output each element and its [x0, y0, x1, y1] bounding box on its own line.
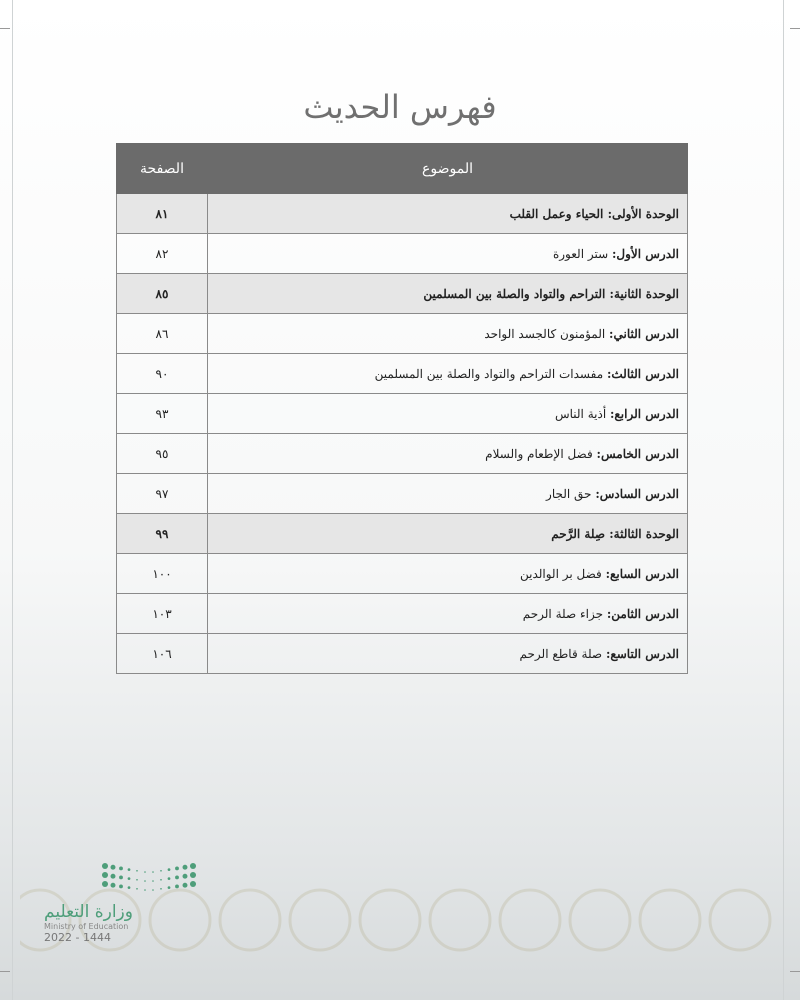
lesson-row — [117, 354, 688, 394]
topic-cell — [208, 314, 688, 354]
logo-arabic: وزارة التعليم — [44, 902, 133, 922]
lesson-row — [117, 234, 688, 274]
logo-dot — [102, 881, 108, 887]
logo-dot — [183, 865, 188, 870]
topic-cell — [208, 194, 688, 234]
ornament-ring — [500, 890, 560, 950]
page-number: ٨٥ — [117, 274, 208, 314]
logo-dot — [119, 875, 123, 879]
topic-cell — [208, 554, 688, 594]
unit-row — [117, 514, 688, 554]
topic-cell — [208, 274, 688, 314]
row-title: جزاء صلة الرحم — [522, 606, 603, 621]
topic-cell — [208, 634, 688, 674]
ornament-ring — [710, 890, 770, 950]
row-label: الوحدة الثالثة: — [609, 526, 679, 541]
logo-dot — [152, 880, 154, 882]
row-title: صلة قاطع الرحم — [519, 646, 603, 661]
lesson-row — [117, 314, 688, 354]
logo-year: 2022 - 1444 — [44, 931, 111, 944]
header-page: الصفحة — [117, 144, 208, 194]
logo-dot — [152, 889, 154, 891]
logo-dot — [168, 877, 171, 880]
unit-row — [117, 274, 688, 314]
topic-cell — [208, 434, 688, 474]
logo-dot — [190, 863, 196, 869]
logo-english: Ministry of Education — [44, 922, 129, 931]
row-label: الدرس الثاني: — [609, 326, 679, 341]
crop-mark — [0, 28, 10, 29]
lesson-row — [117, 634, 688, 674]
topic-cell — [208, 514, 688, 554]
page-number: ٩٥ — [117, 434, 208, 474]
page-number: ٩٧ — [117, 474, 208, 514]
page-number: ٩٣ — [117, 394, 208, 434]
row-label: الدرس السادس: — [595, 486, 679, 501]
row-title: فضل بر الوالدين — [519, 566, 602, 581]
logo-dot — [136, 879, 138, 881]
logo-dot — [144, 880, 146, 882]
row-label: الدرس الثالث: — [606, 366, 679, 381]
index-table — [116, 143, 688, 674]
page-frame-right — [783, 0, 784, 1000]
logo-dot — [190, 872, 196, 878]
lesson-row — [117, 434, 688, 474]
logo-dot — [136, 888, 138, 890]
row-title: صِلة الرَّحم — [551, 526, 606, 541]
logo-dot — [111, 865, 116, 870]
page-number: ٩٩ — [117, 514, 208, 554]
logo-dot — [128, 886, 131, 889]
lesson-row — [117, 594, 688, 634]
row-title: المؤمنون كالجسد الواحد — [484, 326, 606, 341]
ornament-ring — [640, 890, 700, 950]
ornament-ring — [570, 890, 630, 950]
logo-dot — [175, 866, 179, 870]
page-number: ١٠٠ — [117, 554, 208, 594]
page-number: ٨٦ — [117, 314, 208, 354]
logo-dot — [128, 877, 131, 880]
logo-dot — [102, 872, 108, 878]
ornament-ring — [220, 890, 280, 950]
crop-mark — [790, 28, 800, 29]
page-number: ٨٢ — [117, 234, 208, 274]
page-title: فهرس الحديث — [303, 88, 497, 126]
logo-dot — [160, 870, 162, 872]
logo-dot — [111, 883, 116, 888]
logo-dot — [102, 863, 108, 869]
row-label: الدرس الرابع: — [609, 406, 679, 421]
logo-dot — [160, 879, 162, 881]
logo-dot — [111, 874, 116, 879]
logo-dot — [183, 883, 188, 888]
logo-dot — [119, 884, 123, 888]
topic-cell — [208, 594, 688, 634]
logo-dot — [136, 870, 138, 872]
logo-dot — [175, 884, 179, 888]
crop-mark — [790, 971, 800, 972]
ornament-ring — [290, 890, 350, 950]
crop-mark — [0, 971, 10, 972]
logo-dot — [144, 889, 146, 891]
topic-cell — [208, 234, 688, 274]
row-title: مفسدات التراحم والتواد والصلة بين المسلمين — [374, 366, 604, 381]
logo-dot — [128, 868, 131, 871]
logo-dot — [168, 886, 171, 889]
logo-dot — [119, 866, 123, 870]
page-number: ٨١ — [117, 194, 208, 234]
unit-row — [117, 194, 688, 234]
row-label: الدرس التاسع: — [605, 646, 679, 661]
logo-dot — [183, 874, 188, 879]
lesson-row — [117, 554, 688, 594]
logo-dot — [168, 868, 171, 871]
page-number: ١٠٣ — [117, 594, 208, 634]
topic-cell — [208, 394, 688, 434]
lesson-row — [117, 474, 688, 514]
row-label: الدرس الخامس: — [596, 446, 679, 461]
row-title: الحياء وعمل القلب — [509, 206, 604, 221]
page-number: ٩٠ — [117, 354, 208, 394]
row-label: الوحدة الأولى: — [607, 206, 679, 221]
header-topic: الموضوع — [208, 144, 688, 194]
logo-dot — [175, 875, 179, 879]
row-label: الوحدة الثانية: — [609, 286, 679, 301]
lesson-row — [117, 394, 688, 434]
row-title: التراحم والتواد والصلة بين المسلمين — [423, 286, 606, 301]
ministry-logo — [44, 860, 204, 944]
row-title: فضل الإطعام والسلام — [485, 446, 593, 461]
logo-dot — [160, 888, 162, 890]
topic-cell — [208, 354, 688, 394]
ornament-ring — [430, 890, 490, 950]
row-title: حق الجار — [546, 486, 592, 501]
row-label: الدرس الأول: — [611, 246, 679, 261]
row-label: الدرس السابع: — [605, 566, 679, 581]
page-frame-left — [12, 0, 13, 1000]
logo-dot — [190, 881, 196, 887]
logo-dot — [152, 871, 154, 873]
row-title: ستر العورة — [552, 246, 609, 261]
logo-dots-icon — [99, 860, 199, 898]
topic-cell — [208, 474, 688, 514]
ornament-ring — [360, 890, 420, 950]
row-title: أذية الناس — [554, 406, 607, 421]
page-number: ١٠٦ — [117, 634, 208, 674]
table-header — [117, 144, 688, 194]
row-label: الدرس الثامن: — [606, 606, 679, 621]
logo-dot — [144, 871, 146, 873]
